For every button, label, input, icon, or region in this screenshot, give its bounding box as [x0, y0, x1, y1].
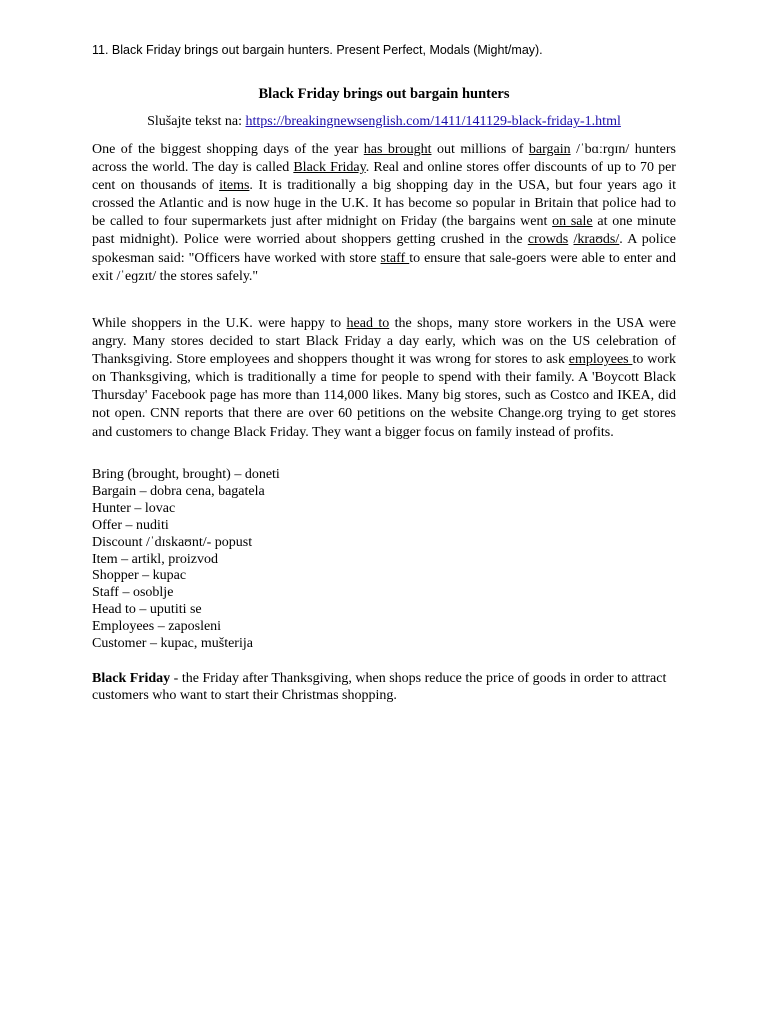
- paragraph-text: at one minute past midnight). Police were worried about shoppers getting crushed in the: [92, 214, 677, 248]
- vocabulary-list: [92, 467, 280, 653]
- vocabulary-item: Bring (brought, brought) – doneti: [92, 467, 280, 482]
- paragraph-text: . It is traditionally a big shopping day in the USA, but four years ago it crossed the Atlantic and is now huge in the U.K. It has become so popular in Britain that police had to be called to four supermarkets just after midnight on Friday (the bargains went: [92, 178, 676, 230]
- listen-label: Slušajte tekst na:: [147, 114, 246, 129]
- vocabulary-item: Bargain – dobra cena, bagatela: [92, 483, 265, 499]
- underlined-term: crowds: [527, 232, 569, 248]
- underlined-term: has brought: [363, 142, 432, 157]
- paragraph-text: While shoppers in the U.K. were happy to: [92, 316, 347, 331]
- paragraph-text: . Real and online stores offer discounts of up to 70 per cent on thousands of: [92, 160, 676, 194]
- underlined-term: on sale: [552, 214, 593, 230]
- vocabulary-item: Employees – zaposleni: [92, 619, 222, 635]
- vocabulary-item: Discount /ˈdɪskaʊnt/- popust: [92, 534, 253, 550]
- definition-term: Black Friday: [92, 671, 171, 686]
- paragraph-text: the shops, many store workers in the USA were angry. Many stores decided to start Black Friday a day early, which was on the US celebration of Thanksgiving. Store employees and shoppers thought it was wrong for stores to ask: [92, 316, 677, 368]
- underlined-term: head to: [346, 316, 390, 331]
- underlined-term: staff: [380, 250, 410, 266]
- paragraph-text: /ˈbɑːrɡɪn/ hunters across the world. The day is called: [92, 142, 676, 176]
- underlined-term: employees: [568, 352, 633, 368]
- listen-line: [92, 114, 676, 130]
- vocabulary-item: Offer – nuditi: [92, 517, 169, 533]
- vocabulary-item: Shopper – kupac: [92, 568, 187, 584]
- source-link[interactable]: https://breakingnewsenglish.com/1411/141129-black-friday-1.html: [245, 114, 621, 129]
- article-paragraph-2: [92, 315, 676, 442]
- article-title: Black Friday brings out bargain hunters: [258, 86, 510, 102]
- exercise-heading: 11. Black Friday brings out bargain hunters. Present Perfect, Modals (Might/may).: [92, 43, 543, 57]
- black-friday-definition: [92, 670, 676, 704]
- paragraph-text: to work on Thanksgiving, which is traditionally a time for people to spend with their family. A 'Boycott Black Thursday' Facebook page has more than 114,000 likes. Many big stores, such as Costco and IKEA, did not open. CNN reports that there are over 60 petitions on the website Change.org trying to get stores and customers to change Black Friday. They want a bigger focus on family instead of profits.: [92, 352, 676, 440]
- article-paragraph-1: [92, 141, 676, 286]
- vocabulary-item: Customer – kupac, mušterija: [92, 636, 253, 652]
- definition-text: - the Friday after Thanksgiving, when shops reduce the price of goods in order to attract customers who want to start their Christmas shopping.: [92, 671, 667, 703]
- paragraph-text: . A police spokesman said: "Officers have worked with store: [92, 232, 677, 266]
- paragraph-text: to ensure that sale-goers were able to enter and exit /ˈeɡzɪt/ the stores safely.": [92, 250, 677, 284]
- vocabulary-item: Staff – osoblje: [92, 585, 174, 601]
- paragraph-text: out millions of: [431, 142, 529, 157]
- underlined-term: /kraʊds/: [573, 232, 620, 248]
- vocabulary-item: Head to – uputiti se: [92, 602, 202, 618]
- vocabulary-item: Item – artikl, proizvod: [92, 551, 218, 567]
- underlined-term: Black Friday: [293, 160, 366, 176]
- vocabulary-item: Hunter – lovac: [92, 500, 176, 516]
- underlined-term: items: [219, 178, 250, 194]
- underlined-term: bargain: [528, 142, 571, 157]
- paragraph-text: One of the biggest shopping days of the year: [92, 142, 364, 157]
